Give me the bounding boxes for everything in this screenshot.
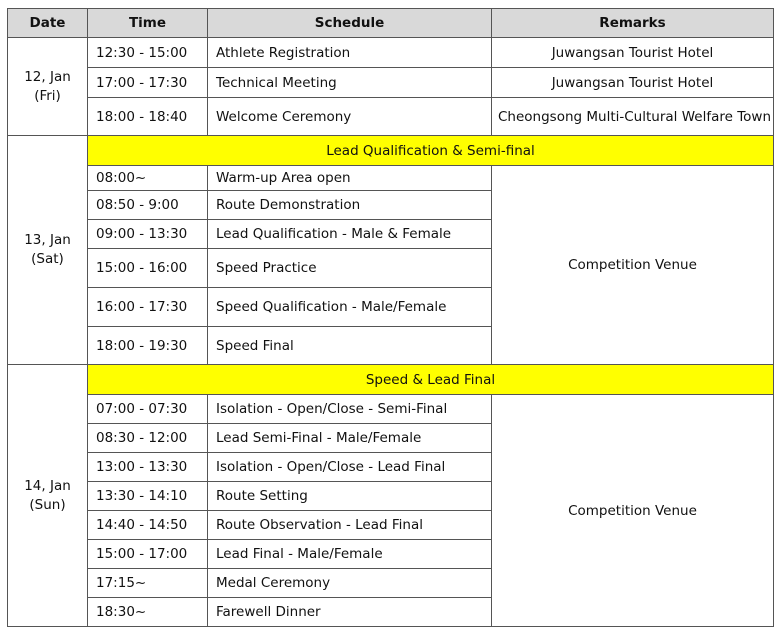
weekday-line: (Fri) [34, 87, 61, 104]
time-cell: 12:30 - 15:00 [88, 38, 208, 68]
schedule-table [7, 8, 774, 627]
time-cell: 15:00 - 17:00 [88, 540, 208, 569]
schedule-cell: Speed Final [208, 327, 492, 365]
session-band: Lead Qualification & Semi-final [88, 136, 774, 166]
schedule-cell: Route Demonstration [208, 191, 492, 220]
schedule-cell: Welcome Ceremony [208, 98, 492, 136]
time-cell: 15:00 - 16:00 [88, 249, 208, 288]
time-cell: 08:00~ [88, 166, 208, 191]
schedule-cell: Speed Practice [208, 249, 492, 288]
remarks-cell: Cheongsong Multi-Cultural Welfare Town [492, 98, 774, 136]
weekday-line: (Sat) [31, 251, 64, 267]
session-band: Speed & Lead Final [88, 365, 774, 395]
schedule-cell: Lead Semi-Final - Male/Female [208, 424, 492, 453]
time-cell: 17:15~ [88, 569, 208, 598]
header-date: Date [8, 9, 88, 38]
time-cell: 17:00 - 17:30 [88, 68, 208, 98]
venue-cell: Competition Venue [492, 395, 774, 627]
date-line: 14, Jan [24, 477, 71, 494]
schedule-cell: Athlete Registration [208, 38, 492, 68]
header-time: Time [88, 9, 208, 38]
schedule-cell: Isolation - Open/Close - Semi-Final [208, 395, 492, 424]
time-cell: 16:00 - 17:30 [88, 288, 208, 327]
time-cell: 14:40 - 14:50 [88, 511, 208, 540]
date-line: 12, Jan [24, 68, 71, 85]
schedule-cell: Lead Final - Male/Female [208, 540, 492, 569]
table-row [8, 98, 774, 136]
weekday-line: (Sun) [29, 496, 66, 513]
time-cell: 18:00 - 18:40 [88, 98, 208, 136]
header-schedule: Schedule [208, 9, 492, 38]
header-row [8, 9, 774, 38]
session-band-row [8, 365, 774, 395]
remarks-cell: Juwangsan Tourist Hotel [492, 68, 774, 98]
date-cell-day2 [8, 136, 88, 365]
date-line: 13, Jan [24, 232, 71, 248]
session-band-row [8, 136, 774, 166]
schedule-cell: Speed Qualification - Male/Female [208, 288, 492, 327]
table-row [8, 395, 774, 424]
time-cell: 07:00 - 07:30 [88, 395, 208, 424]
time-cell: 09:00 - 13:30 [88, 220, 208, 249]
date-cell-day3 [8, 365, 88, 627]
schedule-cell: Farewell Dinner [208, 598, 492, 627]
table-row [8, 68, 774, 98]
schedule-cell: Route Observation - Lead Final [208, 511, 492, 540]
schedule-cell: Warm-up Area open [208, 166, 492, 191]
time-cell: 13:30 - 14:10 [88, 482, 208, 511]
schedule-cell: Lead Qualification - Male & Female [208, 220, 492, 249]
date-cell-day1 [8, 38, 88, 136]
table-row [8, 166, 774, 191]
venue-cell: Competition Venue [492, 166, 774, 365]
schedule-cell: Route Setting [208, 482, 492, 511]
header-remarks: Remarks [492, 9, 774, 38]
time-cell: 08:30 - 12:00 [88, 424, 208, 453]
table-row [8, 38, 774, 68]
schedule-cell: Isolation - Open/Close - Lead Final [208, 453, 492, 482]
schedule-cell: Medal Ceremony [208, 569, 492, 598]
time-cell: 08:50 - 9:00 [88, 191, 208, 220]
schedule-cell: Technical Meeting [208, 68, 492, 98]
time-cell: 18:00 - 19:30 [88, 327, 208, 365]
time-cell: 13:00 - 13:30 [88, 453, 208, 482]
remarks-cell: Juwangsan Tourist Hotel [492, 38, 774, 68]
time-cell: 18:30~ [88, 598, 208, 627]
